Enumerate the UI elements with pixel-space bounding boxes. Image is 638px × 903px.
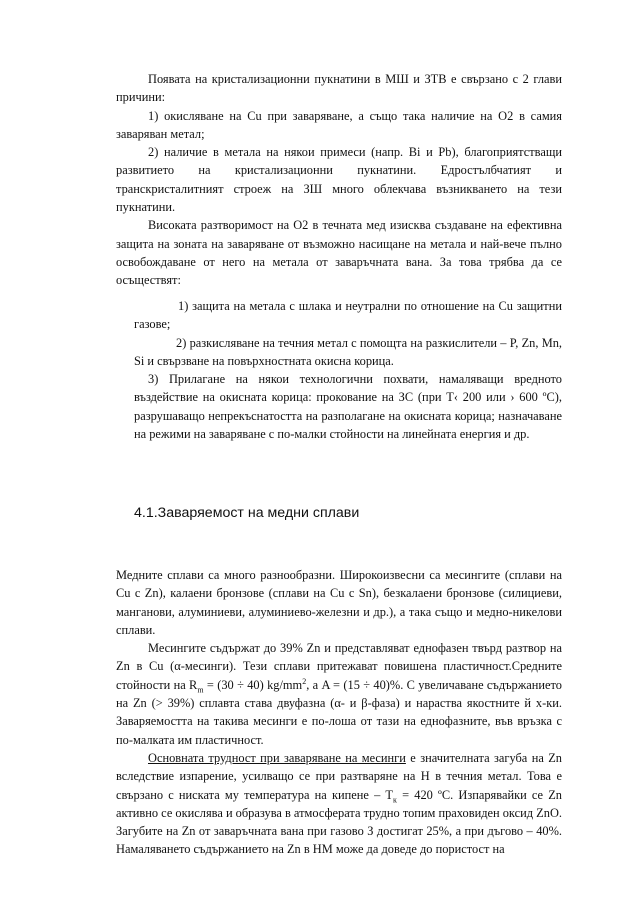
paragraph-copper-alloys: Медните сплави са много разнообразни. Широкоизвесни са месингите (сплави на Cu с Zn), калаени бронзове (сплави на Cu с Sn), безкалаени бронзове (силициеви, манганови, алуминиеви, алуминиево-железни и др.), а така също и медно-никелови сплави.	[116, 568, 562, 637]
section-heading: 4.1.Заваряемост на медни сплави	[134, 505, 360, 521]
underlined-phrase: Основната трудност при заваряване на месинги	[148, 750, 406, 765]
paragraph-cause-1: 1) окисляване на Cu при заваряване, а също така наличие на O2 в самия заваряван метал;	[116, 108, 562, 141]
paragraph-main-difficulty	[116, 749, 562, 859]
paragraph-cause-2: 2) наличие в метала на някои примеси (напр. Bi и Pb), благоприятстващи развитието на кристализационни пукнатини. Едростълбчатият и транскристалитният строеж на ЗШ много облекчава възникването на тези пукнатини.	[116, 145, 562, 215]
paragraph-intro: Появата на кристализационни пукнатини в МШ и ЗТВ е свързано с 2 глави причини:	[116, 72, 562, 105]
text-run: , а A = (15 ÷ 40)%. С увеличаване съдържанието на Zn (> 39%) сплавта става двуфазна (α- и β-фаза) и нараства якостните й х-ки. Заваряемостта на такива месинги е по-лоша от тази на еднофазните, във връзка с по-малката им пластичност.	[116, 677, 562, 747]
list-item: 3) Прилагане на някои технологични похвати, намаляващи вредното въздействие на окисната корица: прокование на ЗС (при T‹ 200 или › 600 ºC), разрушаващо непрекъснатостта на разполагане на окисната корица; назначаване на режими на заваряване с по-малки стойности на линейната енергия и др.	[134, 372, 562, 442]
subscript: m	[197, 685, 204, 695]
section-2-text	[116, 566, 562, 859]
subscript: к	[393, 795, 397, 805]
superscript: 2	[302, 676, 307, 686]
paragraph-brass	[116, 639, 562, 749]
text-run: Месингите съдържат до 39% Zn и представляват еднофазен твърд разтвор на Zn в Cu (α-месинги). Тези сплави притежават повишена пластичност.Средните стойности на R	[116, 641, 562, 692]
list-item: 1) защита на метала с шлака и неутрални по отношение на Cu защитни газове;	[134, 299, 562, 332]
text-run: е значителната загуба на Zn вследствие изпарение, усилващо се при разтваряне на H в течния метал. Това е свързано с ниската му температура на кипене – T	[116, 750, 563, 802]
list-item: 2) разкисляване на течния метал с помощта на разкислители – P, Zn, Mn, Si и свързване на повърхностната окисна корица.	[134, 335, 562, 368]
section-1-text	[116, 70, 562, 290]
paragraph-oxygen-solubility: Високата разтворимост на O2 в течната мед изисква създаване на ефективна защита на зоната на заваряване от възможно насищане на метала и най-вече пълно освобождаване от него на метала от заваръчната вана. За това трябва да се осъществят:	[116, 218, 562, 288]
text-run: = 420 ºC. Изпарявайки се Zn активно се окислява и образува в атмосферата трудно топим праховиден оксид ZnO. Загубите на Zn от заваръчната вана при газово З достигат 25%, а при дъгово – 40%. Намаляването съдържанието на Zn в НМ може да доведе до пористост на	[116, 787, 562, 857]
text-run: = (30 ÷ 40) kg/mm	[203, 677, 303, 692]
measures-list	[134, 297, 562, 443]
